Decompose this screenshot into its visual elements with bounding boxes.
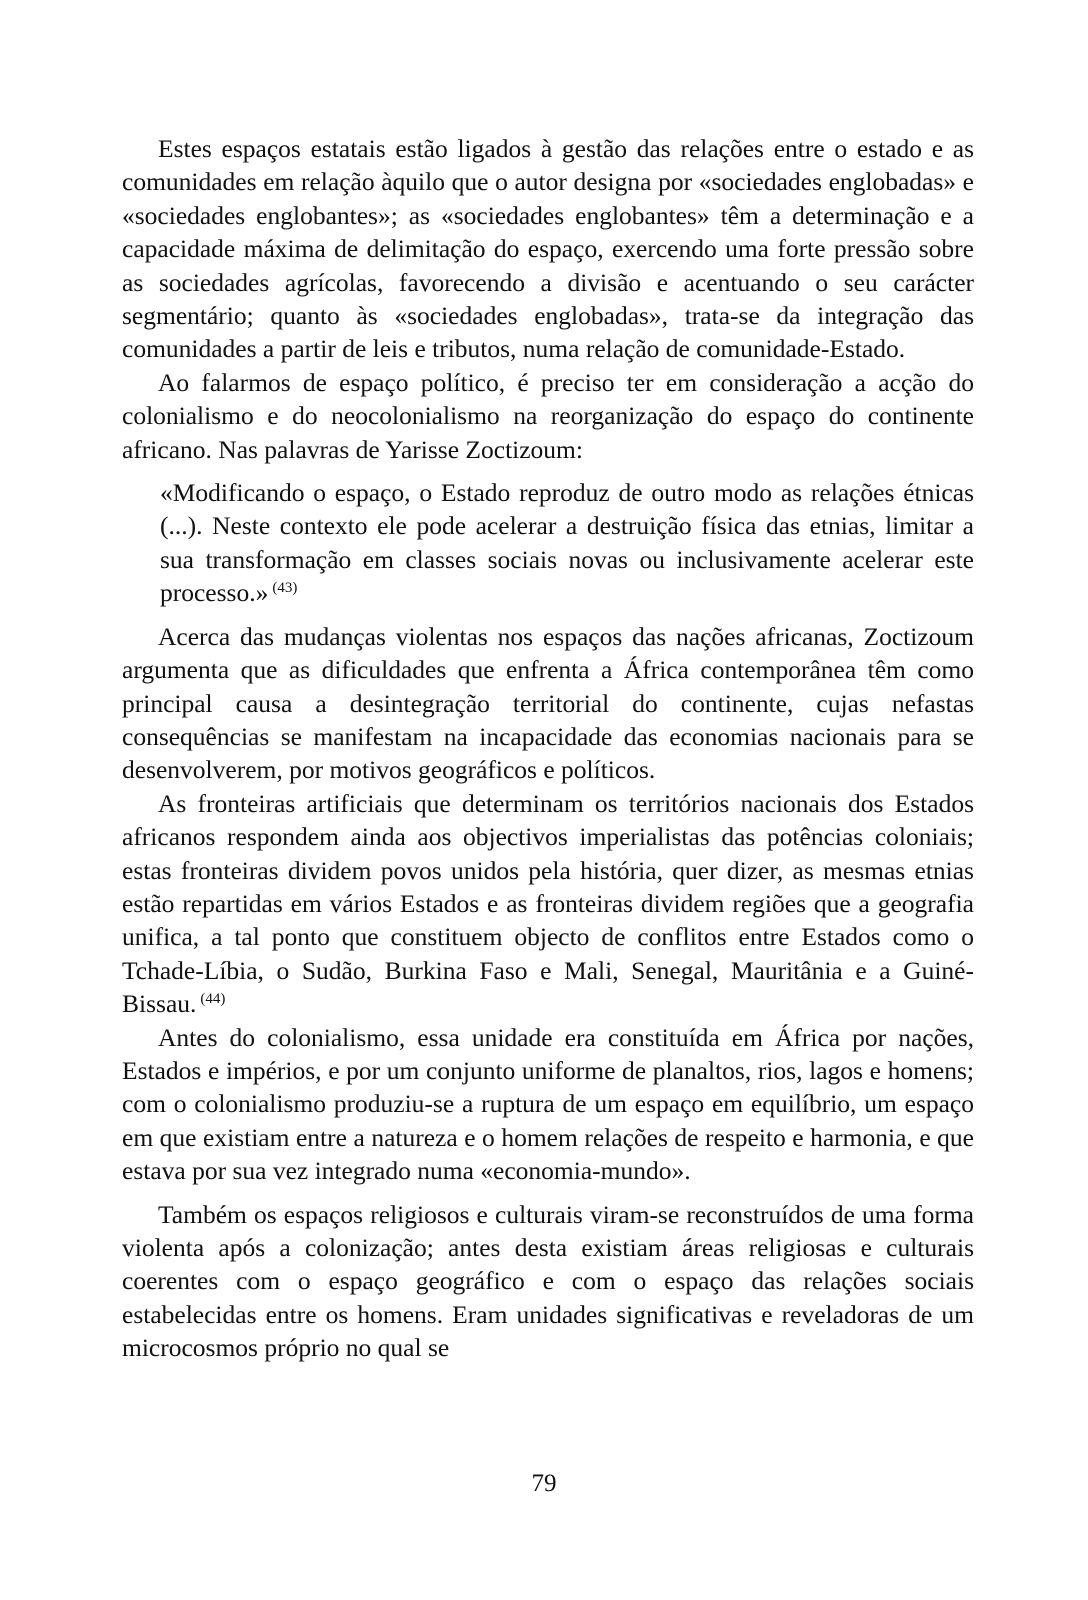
quote-text: «Modificando o espaço, o Estado reproduz de outro modo as relações étnicas (...). Neste contexto ele pode acelerar a destruição física das etnias, limitar a sua transformação em classes sociais novas ou inclusivamente acelerar este processo.» bbox=[160, 478, 974, 608]
paragraph-political-space: Ao falarmos de espaço político, é preciso ter em consideração a acção do colonialismo e do neocolonialismo na reorganização do espaço do continente africano. Nas palavras de Yarisse Zoctizoum: bbox=[122, 367, 974, 464]
paragraph-artificial-borders bbox=[122, 787, 974, 1021]
block-quote-zoctizoum bbox=[122, 476, 974, 610]
paragraph-artificial-borders-text: As fronteiras artificiais que determinam os territórios nacionais dos Estados africanos respondem ainda aos objectivos imperialistas das potências coloniais; estas fronteiras dividem povos unidos pela história, quer dizer, as mesmas etnias estão repartidas em vários Estados e as fronteiras dividem regiões que a geografia unifica, a tal ponto que constituem objecto de conflitos entre Estados como o Tchade-Líbia, o Sudão, Burkina Faso e Mali, Senegal, Mauritânia e a Guiné-Bissau. bbox=[122, 788, 974, 1019]
page-number: 79 bbox=[531, 1470, 557, 1497]
paragraph-violent-changes: Acerca das mudanças violentas nos espaços das nações africanas, Zoctizoum argumenta que as dificuldades que enfrenta a África contemporânea têm como principal causa a desintegração territorial do continente, cujas nefastas consequências se manifestam na incapacidade das economias nacionais para se desenvolverem, por motivos geográficos e políticos. bbox=[122, 621, 974, 785]
paragraph-state-spaces: Estes espaços estatais estão ligados à gestão das relações entre o estado e as comunidades em relação àquilo que o autor designa por «sociedades englobadas» e «sociedades englobantes»; as «sociedades englobantes» têm a determinação e a capacidade máxima de delimitação do espaço, exercendo uma forte pressão sobre as sociedades agrícolas, favorecendo a divisão e acentuando o seu carácter segmentário; quanto às «sociedades englobadas», trata-se da integração das comunidades a partir de leis e tributos, numa relação de comunidade-Estado. bbox=[122, 134, 974, 364]
footnote-ref-44: (44) bbox=[200, 991, 226, 1008]
page-body bbox=[122, 132, 974, 1365]
paragraph-religious-spaces: Também os espaços religiosos e culturais viram-se reconstruídos de uma forma violenta após a colonização; antes desta existiam áreas religiosas e culturais coerentes com o espaço geográfico e com o espaço das relações sociais estabelecidas entre os homens. Eram unidades significativas e reveladoras de um microcosmos próprio no qual se bbox=[122, 1199, 974, 1363]
footnote-ref-43: (43) bbox=[272, 580, 298, 597]
paragraph-before-colonialism: Antes do colonialismo, essa unidade era constituída em África por nações, Estados e impérios, e por um conjunto uniforme de planaltos, rios, lagos e homens; com o colonialismo produziu-se a ruptura de um espaço em equilíbrio, um espaço em que existiam entre a natureza e o homem relações de respeito e harmonia, e que estava por sua vez integrado numa «economia-mundo». bbox=[122, 1022, 974, 1186]
